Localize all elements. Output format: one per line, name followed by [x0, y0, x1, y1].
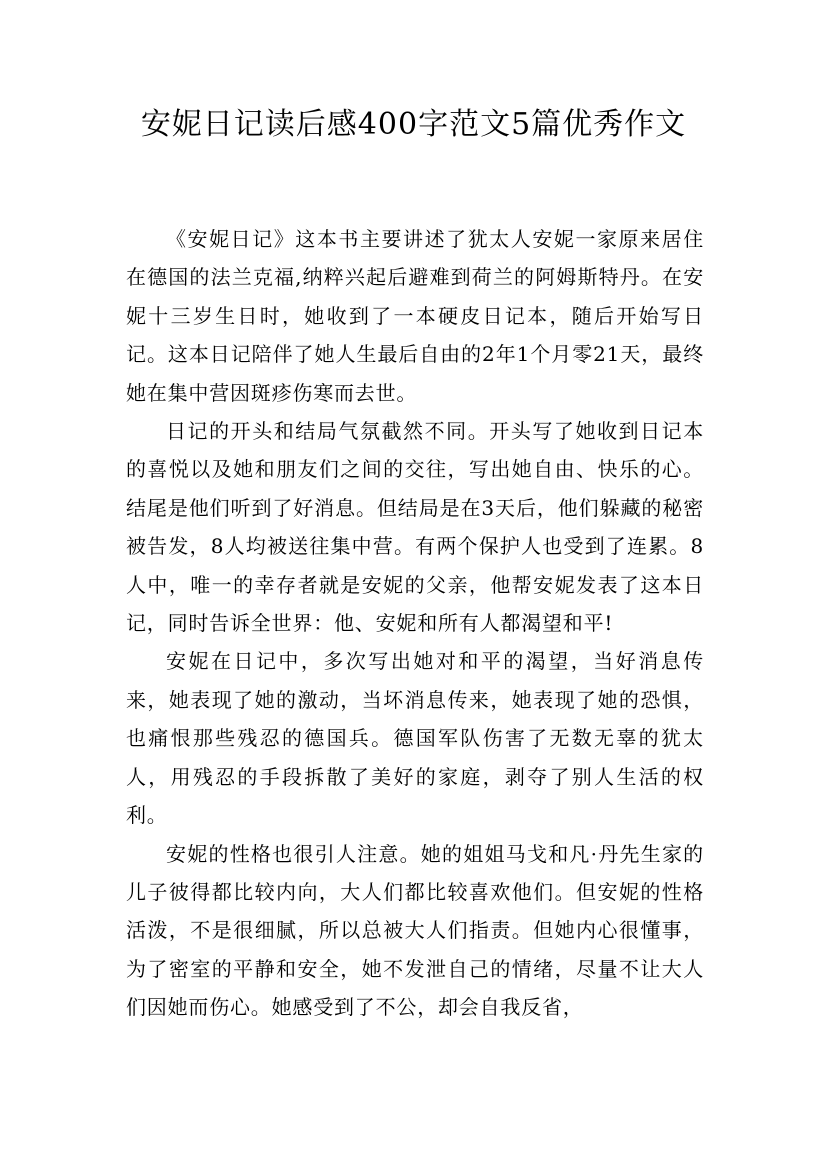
paragraph-3: 安妮在日记中，多次写出她对和平的渴望，当好消息传来，她表现了她的激动，当坏消息传来，她表现了她的恐惧，也痛恨那些残忍的德国兵。德国军队伤害了无数无辜的犹太人，用残忍的手段拆散了美好的家庭，剥夺了别人生活的权利。 — [126, 649, 704, 828]
document-body — [126, 220, 704, 1027]
paragraph-1: 《安妮日记》这本书主要讲述了犹太人安妮一家原来居住在德国的法兰克福,纳粹兴起后避难到荷兰的阿姆斯特丹。在安妮十三岁生日时，她收到了一本硬皮日记本，随后开始写日记。这本日记陪伴了她人生最后自由的2年1个月零21天，最终她在集中营因斑疹伤寒而去世。 — [126, 227, 704, 405]
paragraph-2: 日记的开头和结局气氛截然不同。开头写了她收到日记本的喜悦以及她和朋友们之间的交往，写出她自由、快乐的心。结尾是他们听到了好消息。但结局是在3天后，他们躲藏的秘密被告发，8人均被送往集中营。有两个保护人也受到了连累。8人中，唯一的幸存者就是安妮的父亲，他帮安妮发表了这本日记，同时告诉全世界：他、安妮和所有人都渴望和平! — [126, 419, 704, 636]
document-title: 安妮日记读后感400字范文5篇优秀作文 — [140, 107, 687, 142]
paragraph-4: 安妮的性格也很引人注意。她的姐姐马戈和凡·丹先生家的儿子彼得都比较内向，大人们都比较喜欢他们。但安妮的性格活泼，不是很细腻，所以总被大人们指责。但她内心很懂事，为了密室的平静和安全，她不发泄自己的情绪，尽量不让大人们因她而伤心。她感受到了不公，却会自我反省， — [126, 841, 704, 1020]
